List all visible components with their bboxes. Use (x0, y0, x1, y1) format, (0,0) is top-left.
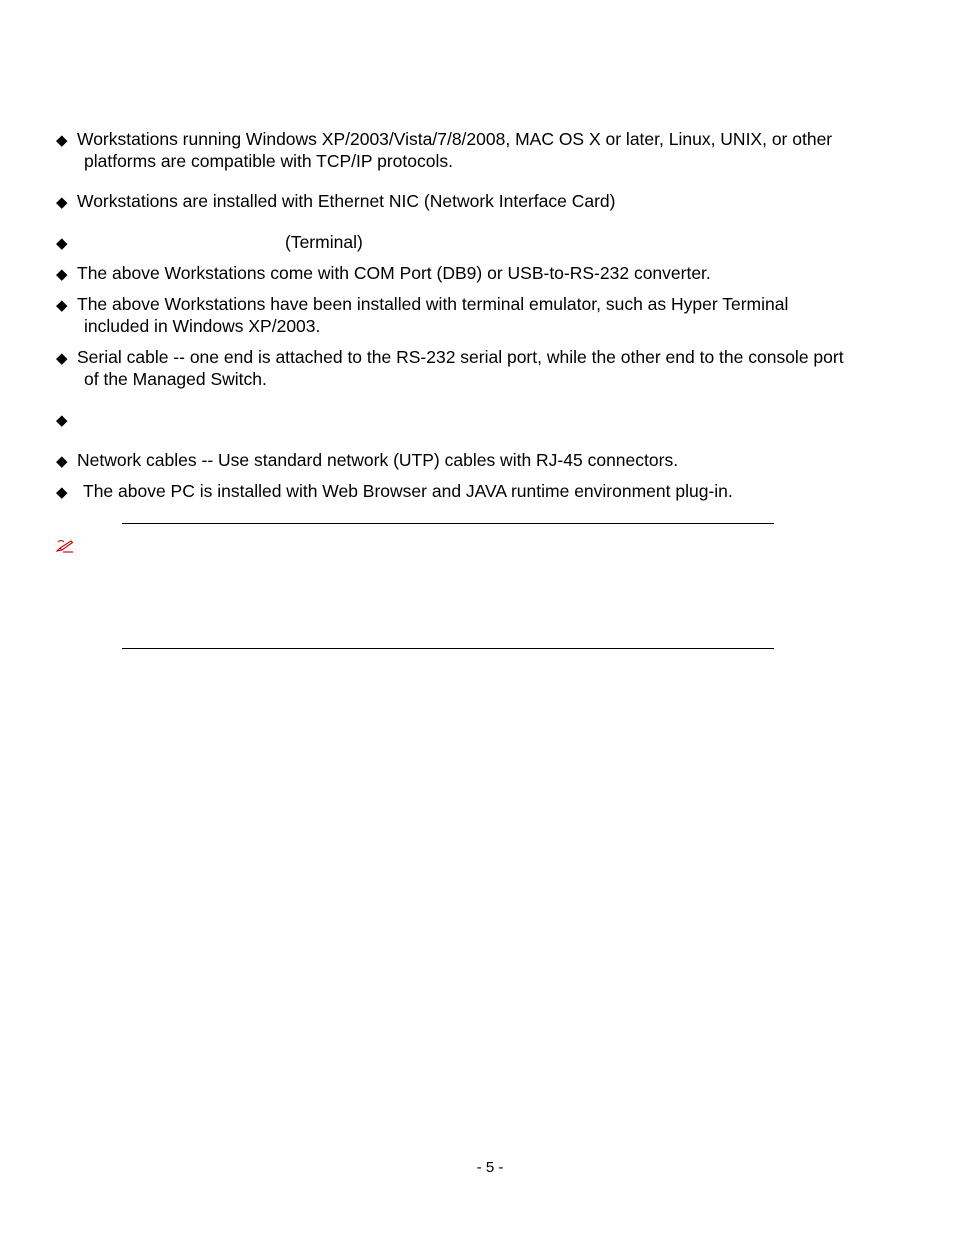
diamond-bullet-icon: ◆ (56, 412, 68, 429)
item-text: Workstations running Windows XP/2003/Vista/7/8/2008, MAC OS X or later, Linux, UNIX, or other (77, 129, 833, 149)
bullet-item-terminal-emulator (56, 293, 788, 317)
bullet-item-ethernet-nic (56, 190, 616, 214)
note-bottom-divider (122, 648, 774, 649)
bullet-item-network-cables (56, 449, 678, 473)
pen-note-icon (56, 538, 74, 554)
item-text: Workstations are installed with Ethernet NIC (Network Interface Card) (77, 191, 616, 211)
item-text: included in Windows XP/2003. (84, 316, 321, 336)
bullet-item-terminal-emulator-continued (84, 315, 320, 337)
item-text: The above Workstations come with COM Port (DB9) or USB-to-RS-232 converter. (77, 263, 711, 283)
diamond-bullet-icon: ◆ (56, 132, 68, 149)
bullet-item-empty (56, 408, 77, 432)
item-text: The above PC is installed with Web Browser and JAVA runtime environment plug-in. (83, 481, 733, 501)
page-number: - 5 - (476, 1159, 504, 1176)
note-top-divider (122, 523, 774, 524)
bullet-item-workstations-os (56, 128, 832, 152)
diamond-bullet-icon: ◆ (56, 266, 68, 283)
bullet-item-serial-cable (56, 346, 844, 370)
diamond-bullet-icon: ◆ (56, 194, 68, 211)
item-text: of the Managed Switch. (84, 369, 267, 389)
item-text: Serial cable -- one end is attached to the RS-232 serial port, while the other end to the console port (77, 347, 844, 367)
item-text: Network cables -- Use standard network (UTP) cables with RJ-45 connectors. (77, 450, 679, 470)
bullet-item-web-browser (56, 480, 733, 504)
diamond-bullet-icon: ◆ (56, 235, 68, 252)
item-text: The above Workstations have been installed with terminal emulator, such as Hyper Terminal (77, 294, 789, 314)
item-text: platforms are compatible with TCP/IP protocols. (84, 151, 453, 171)
diamond-bullet-icon: ◆ (56, 297, 68, 314)
diamond-bullet-icon: ◆ (56, 484, 68, 501)
bullet-item-serial-cable-continued (84, 368, 267, 390)
bullet-item-terminal (56, 231, 363, 255)
diamond-bullet-icon: ◆ (56, 453, 68, 470)
bullet-item-com-port (56, 262, 711, 286)
bullet-item-workstations-os-continued (84, 150, 453, 172)
diamond-bullet-icon: ◆ (56, 350, 68, 367)
item-text: (Terminal) (285, 232, 363, 252)
